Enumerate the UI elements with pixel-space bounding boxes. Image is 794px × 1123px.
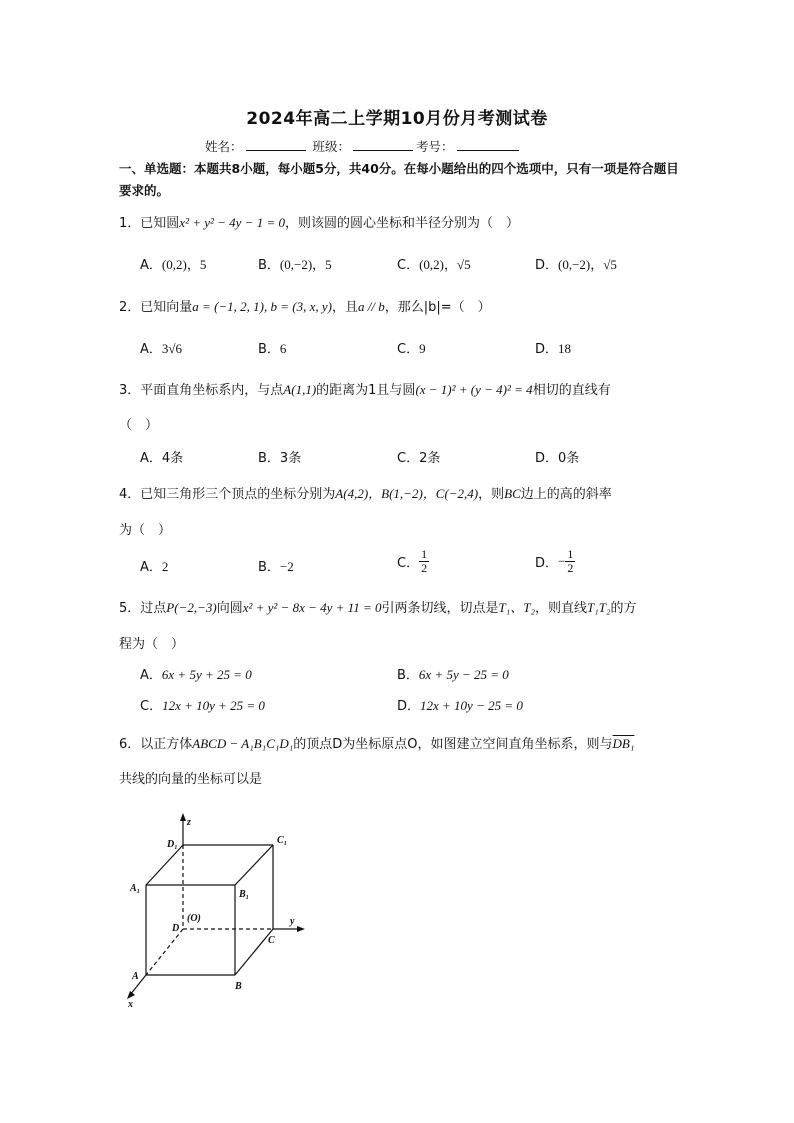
- q5-option-b[interactable]: B．6x + 5y − 25 = 0: [397, 667, 509, 683]
- label-d: D: [172, 923, 180, 934]
- edge-b1-c1: [235, 845, 273, 885]
- label-a: A: [132, 971, 139, 982]
- name-label: 姓名：: [205, 139, 243, 154]
- q4-option-a[interactable]: A．2: [140, 559, 169, 575]
- y-arrow: [297, 926, 305, 932]
- fraction: $\frac{1}{2}$: [421, 547, 428, 575]
- id-label: 考号：: [416, 139, 454, 154]
- edge-a1-d1: [146, 845, 183, 885]
- q3-option-c[interactable]: C．2条: [397, 451, 441, 466]
- label-x: x: [128, 999, 133, 1010]
- label-b: B: [235, 981, 242, 992]
- question-2-stem: 2．已知向量a = (−1, 2, 1), b = (3, x, y)，且a // b，那么|b|=（ ）: [119, 299, 491, 315]
- label-b1: B₁: [239, 889, 250, 900]
- q2-option-b[interactable]: B．6: [258, 341, 287, 357]
- q3-option-d[interactable]: D．0条: [535, 451, 580, 466]
- q1-option-a[interactable]: A．(0,2)，5: [140, 257, 207, 273]
- exam-title: 2024年高二上学期10月份月考测试卷: [246, 109, 548, 129]
- question-4-stem: 4．已知三角形三个顶点的坐标分别为A(4,2)，B(1,−2)，C(−2,4)，则BC边上的高的斜率: [119, 486, 612, 502]
- question-3-stem-line2: （ ）: [119, 418, 159, 433]
- label-c: C: [268, 935, 275, 946]
- q4-option-d[interactable]: D．− $\frac{1}{2}$: [535, 547, 574, 575]
- label-z: z: [187, 817, 191, 828]
- q5-option-a[interactable]: A．6x + 5y + 25 = 0: [140, 667, 252, 683]
- q1-option-c[interactable]: C．(0,2)，√5: [397, 257, 471, 273]
- q1-math: x² + y² − 4y − 1 = 0: [179, 215, 285, 230]
- q3-option-b[interactable]: B．3条: [258, 451, 302, 466]
- name-blank[interactable]: [246, 138, 306, 151]
- q2-option-c[interactable]: C．9: [397, 341, 426, 357]
- q1-option-b[interactable]: B．(0,−2)，5: [258, 257, 332, 273]
- q2-option-a[interactable]: A．3√6: [140, 341, 183, 357]
- label-d1: D₁: [167, 839, 178, 850]
- edge-d-a: [146, 929, 183, 975]
- q1-option-d[interactable]: D．(0,−2)，√5: [535, 257, 617, 273]
- label-a1: A₁: [130, 883, 141, 894]
- q4-option-c[interactable]: C． $\frac{1}{2}$: [397, 547, 428, 575]
- label-y: y: [290, 916, 295, 927]
- q5-option-d[interactable]: D．12x + 10y − 25 = 0: [397, 698, 523, 714]
- fraction: $\frac{1}{2}$: [567, 547, 574, 575]
- q2-option-d[interactable]: D．18: [535, 341, 572, 357]
- label-c1: C₁: [277, 835, 288, 846]
- question-5-stem-line2: 程为（ ）: [119, 637, 185, 652]
- id-blank[interactable]: [457, 138, 519, 151]
- question-6-stem-line2: 共线的向量的坐标可以是: [119, 772, 263, 787]
- class-label: 班级：: [312, 139, 351, 154]
- class-blank[interactable]: [353, 138, 413, 151]
- question-5-stem: 5．过点P(−2,−3)向圆x² + y² − 8x − 4y + 11 = 0引两条切线，切点是T₁、T₂，则直线T₁T₂的方: [119, 600, 637, 616]
- label-o: (O): [187, 913, 201, 924]
- question-4-stem-line2: 为（ ）: [119, 523, 172, 538]
- section-heading: 一、单选题：本题共8小题，每小题5分，共40分。在每小题给出的四个选项中，只有一项是符合题目要求的。: [119, 161, 679, 198]
- cube-figure: [118, 805, 308, 1010]
- q4-option-b[interactable]: B．−2: [258, 559, 294, 575]
- question-6-stem: 6．以正方体ABCD − A₁B₁C₁D₁的顶点D为坐标原点O，如图建立空间直角坐标系，则与DB₁: [119, 736, 635, 752]
- q3-option-a[interactable]: A．4条: [140, 451, 184, 466]
- student-info-line: [205, 137, 522, 155]
- z-arrow: [180, 813, 186, 821]
- q5-option-c[interactable]: C．12x + 10y + 25 = 0: [140, 698, 265, 714]
- question-3-stem: 3．平面直角坐标系内，与点A(1,1)的距离为1且与圆(x − 1)² + (y − 4)² = 4相切的直线有: [119, 382, 611, 398]
- question-1-stem: 1．已知圆x² + y² − 4y − 1 = 0，则该圆的圆心坐标和半径分别为（ ）: [119, 215, 520, 231]
- x-arrow: [127, 991, 135, 999]
